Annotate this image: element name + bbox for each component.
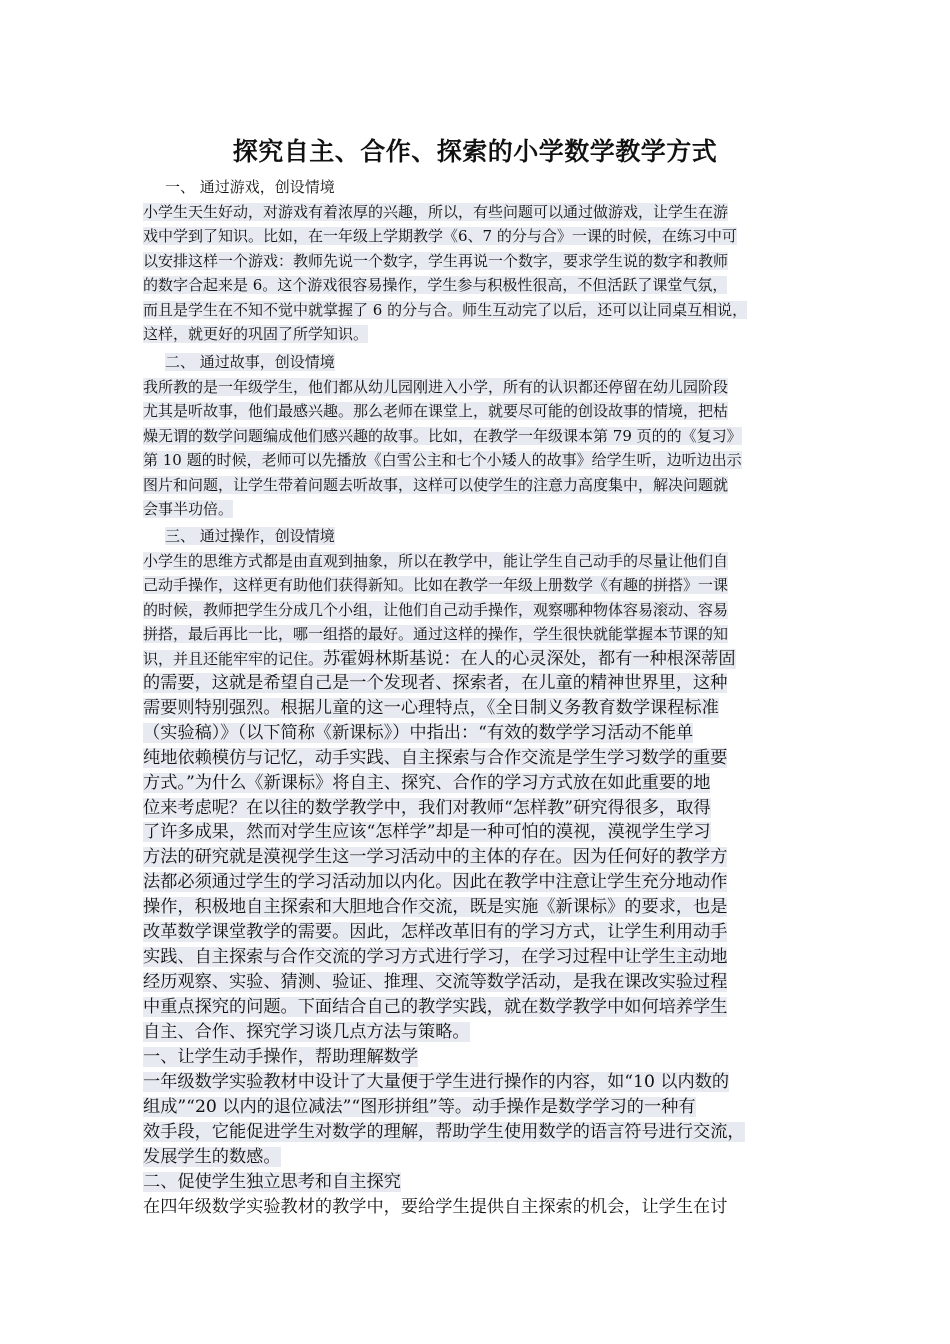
- section-3-big-line-14: 中重点探究的问题。下面结合自己的教学实践，就在数学教学中如何培养学生: [143, 996, 728, 1017]
- section-1-line-1: 小学生天生好动，对游戏有着浓厚的兴趣，所以，有些问题可以通过做游戏，让学生在游: [143, 202, 729, 221]
- part-2: [143, 1170, 823, 1220]
- section-3-big-line-8: 方法的研究就是漠视学生这一学习活动中的主体的存在。因为任何好的教学方: [143, 847, 728, 868]
- section-3-big-line-11: 改革数学课堂教学的需要。因此，怎样改革旧有的学习方式，让学生利用动手: [143, 922, 728, 943]
- section-2: [143, 350, 823, 522]
- section-3-line-5-quote: 苏霍姆林斯基说：在人的心灵深处，都有一种根深蒂固: [323, 648, 736, 669]
- section-1-line-3: 以安排这样一个游戏：教师先说一个数字，学生再说一个数字，要求学生说的数字和教师: [143, 251, 729, 270]
- section-3-line-3: 的时候，教师把学生分成几个小组，让他们自己动手操作，观察哪种物体容易滚动、容易: [143, 600, 729, 619]
- section-3-line-4: 拼搭，最后再比一比，哪一组搭的最好。通过这样的操作，学生很快就能掌握本节课的知: [143, 625, 729, 643]
- section-3-big-line-12: 实践、自主探索与合作交流的学习方式进行学习，在学习过程中让学生主动地: [143, 946, 728, 967]
- section-2-line-5: 图片和问题，让学生带着问题去听故事，这样可以使学生的注意力高度集中，解决问题就: [143, 475, 729, 494]
- section-2-line-6: 会事半功倍。: [143, 500, 234, 518]
- section-3-big-line-5: 方式。”为什么《新课标》将自主、探究、合作的学习方式放在如此重要的地: [143, 772, 711, 793]
- section-1-line-4: 的数字合起来是 6。这个游戏很容易操作，学生参与积极性很高，不但活跃了课堂气氛，: [143, 276, 728, 294]
- section-3-line-5: 识，并且还能牢牢的记住。: [143, 649, 324, 668]
- part-2-heading: 二、促使学生独立思考和自主探究: [143, 1172, 401, 1192]
- section-3-heading: 三、 通过操作，创设情境: [165, 527, 335, 545]
- section-1-line-2: 戏中学到了知识。比如，在一年级上学期教学《6、7 的分与合》一课的时候，在练习中可: [143, 227, 737, 245]
- section-3-big-line-6: 位来考虑呢？在以往的数学教学中，我们对教师“怎样教”研究得很多，取得: [143, 797, 711, 818]
- section-1-heading: 一、 通过游戏，创设情境: [165, 178, 335, 196]
- part-1-heading: 一、让学生动手操作，帮助理解数学: [143, 1047, 419, 1067]
- section-2-line-3: 燥无谓的数学问题编成他们感兴趣的故事。比如，在教学一年级课本第 79 页的的《复习》: [143, 426, 742, 445]
- part-1-line-4: 发展学生的数感。: [143, 1146, 281, 1167]
- section-3-big-line-4: 纯地依赖模仿与记忆，动手实践、自主探索与合作交流是学生学习数学的重要: [143, 747, 728, 768]
- part-1-line-2: 组成”“20 以内的退位减法”“图形拼组”等。动手操作是数学学习的一种有: [143, 1096, 696, 1117]
- section-2-line-2: 尤其是听故事，他们最感兴趣。那么老师在课堂上，就要尽可能的创设故事的情境，把枯: [143, 402, 729, 420]
- part-1: [143, 1045, 823, 1170]
- section-2-line-4: 第 10 题的时候，老师可以先播放《白雪公主和七个小矮人的故事》给学生听，边听边出示: [143, 451, 742, 469]
- section-1-line-5: 而且是学生在不知不觉中就掌握了 6 的分与合。师生互动完了以后，还可以让同桌互相说，: [143, 300, 748, 319]
- section-3-line-2: 己动手操作，这样更有助他们获得新知。比如在教学一年级上册数学《有趣的拼搭》一课: [143, 576, 729, 594]
- section-1-line-6: 这样，就更好的巩固了所学知识。: [143, 325, 369, 343]
- section-2-line-1: 我所教的是一年级学生，他们都从幼儿园刚进入小学，所有的认识都还停留在幼儿园阶段: [143, 377, 729, 396]
- section-3-line-1: 小学生的思维方式都是由直观到抽象，所以在教学中，能让学生自己动手的尽量让他们自: [143, 551, 729, 570]
- section-1: [143, 175, 823, 347]
- section-2-heading: 二、 通过故事，创设情境: [165, 353, 335, 371]
- part-1-line-3: 效手段，它能促进学生对数学的理解，帮助学生使用数学的语言符号进行交流，: [143, 1121, 745, 1142]
- section-3-big-line-3: （实验稿）》（以下简称《新课标》）中指出：“有效的数学学习活动不能单: [143, 722, 694, 743]
- section-3-big-line-1: 的需要，这就是希望自己是一个发现者、探索者，在儿童的精神世界里，这种: [143, 673, 728, 693]
- part-2-line-1: 在四年级数学实验教材的教学中，要给学生提供自主探索的机会，让学生在讨: [143, 1196, 728, 1217]
- section-3-big-line-7: 了许多成果，然而对学生应该“怎样学”却是一种可怕的漠视，漠视学生学习: [143, 822, 711, 843]
- section-3-big-line-10: 操作，积极地自主探索和大胆地合作交流，既是实施《新课标》的要求，也是: [143, 897, 728, 918]
- section-3: [143, 524, 823, 1045]
- section-3-big-line-9: 法都必须通过学生的学习活动加以内化。因此在教学中注意让学生充分地动作: [143, 872, 728, 893]
- section-3-big-line-13: 经历观察、实验、猜测、验证、推理、交流等数学活动，是我在课改实验过程: [143, 971, 728, 992]
- part-1-line-1: 一年级数学实验教材中设计了大量便于学生进行操作的内容，如“10 以内数的: [143, 1071, 730, 1092]
- document-title: 探究自主、合作、探索的小学数学教学方式: [232, 137, 718, 166]
- section-3-big-line-15: 自主、合作、探究学习谈几点方法与策略。: [143, 1021, 470, 1042]
- section-3-big-line-2: 需要则特别强烈。根据儿童的这一心理特点，《全日制义务教育数学课程标准: [143, 697, 719, 718]
